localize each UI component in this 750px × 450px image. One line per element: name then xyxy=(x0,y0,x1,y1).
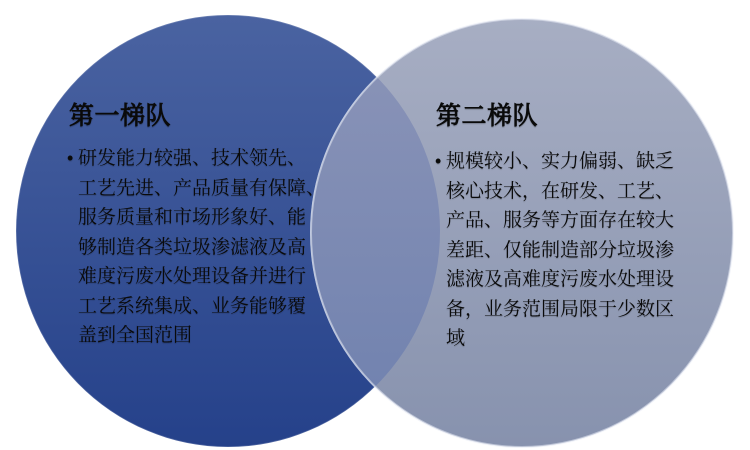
first-tier-body-line: 难度污废水处理设备并进行 xyxy=(78,266,307,287)
second-tier-body-line: 核心技术，在研发、工艺、 xyxy=(446,180,675,202)
second-tier-bullet-icon: • xyxy=(435,151,442,171)
second-tier-body-line: 产品、服务等方面存在较大 xyxy=(446,210,675,231)
first-tier-body-line: 盖到全国范围 xyxy=(78,325,193,346)
second-tier-body-line: 差距、仅能制造部分垃圾渗 xyxy=(446,239,675,261)
first-tier-body xyxy=(67,144,340,351)
second-tier-body-line: 域 xyxy=(446,328,466,349)
second-tier-title: 第二梯队 xyxy=(436,102,539,130)
first-tier-body-line: 服务质量和市场形象好、能 xyxy=(78,207,307,228)
second-tier-body-line: 备，业务范围局限于少数区 xyxy=(446,298,675,320)
first-tier-body-line: 研发能力较强、技术领先、 xyxy=(78,148,307,169)
second-tier-body-line: 滤液及高难度污废水处理设 xyxy=(446,269,675,290)
first-tier-bullet-icon: • xyxy=(67,148,74,168)
second-tier-body-line: 规模较小、实力偏弱、缺乏 xyxy=(446,151,675,172)
first-tier-body-line: 工艺系统集成、业务能够覆 xyxy=(78,295,307,317)
second-tier-body xyxy=(435,147,708,354)
first-tier-body-line: 够制造各类垃圾渗滤液及高 xyxy=(78,236,307,258)
first-tier-title: 第一梯队 xyxy=(69,102,172,130)
first-tier-body-line: 工艺先进、产品质量有保障、 xyxy=(78,177,326,199)
